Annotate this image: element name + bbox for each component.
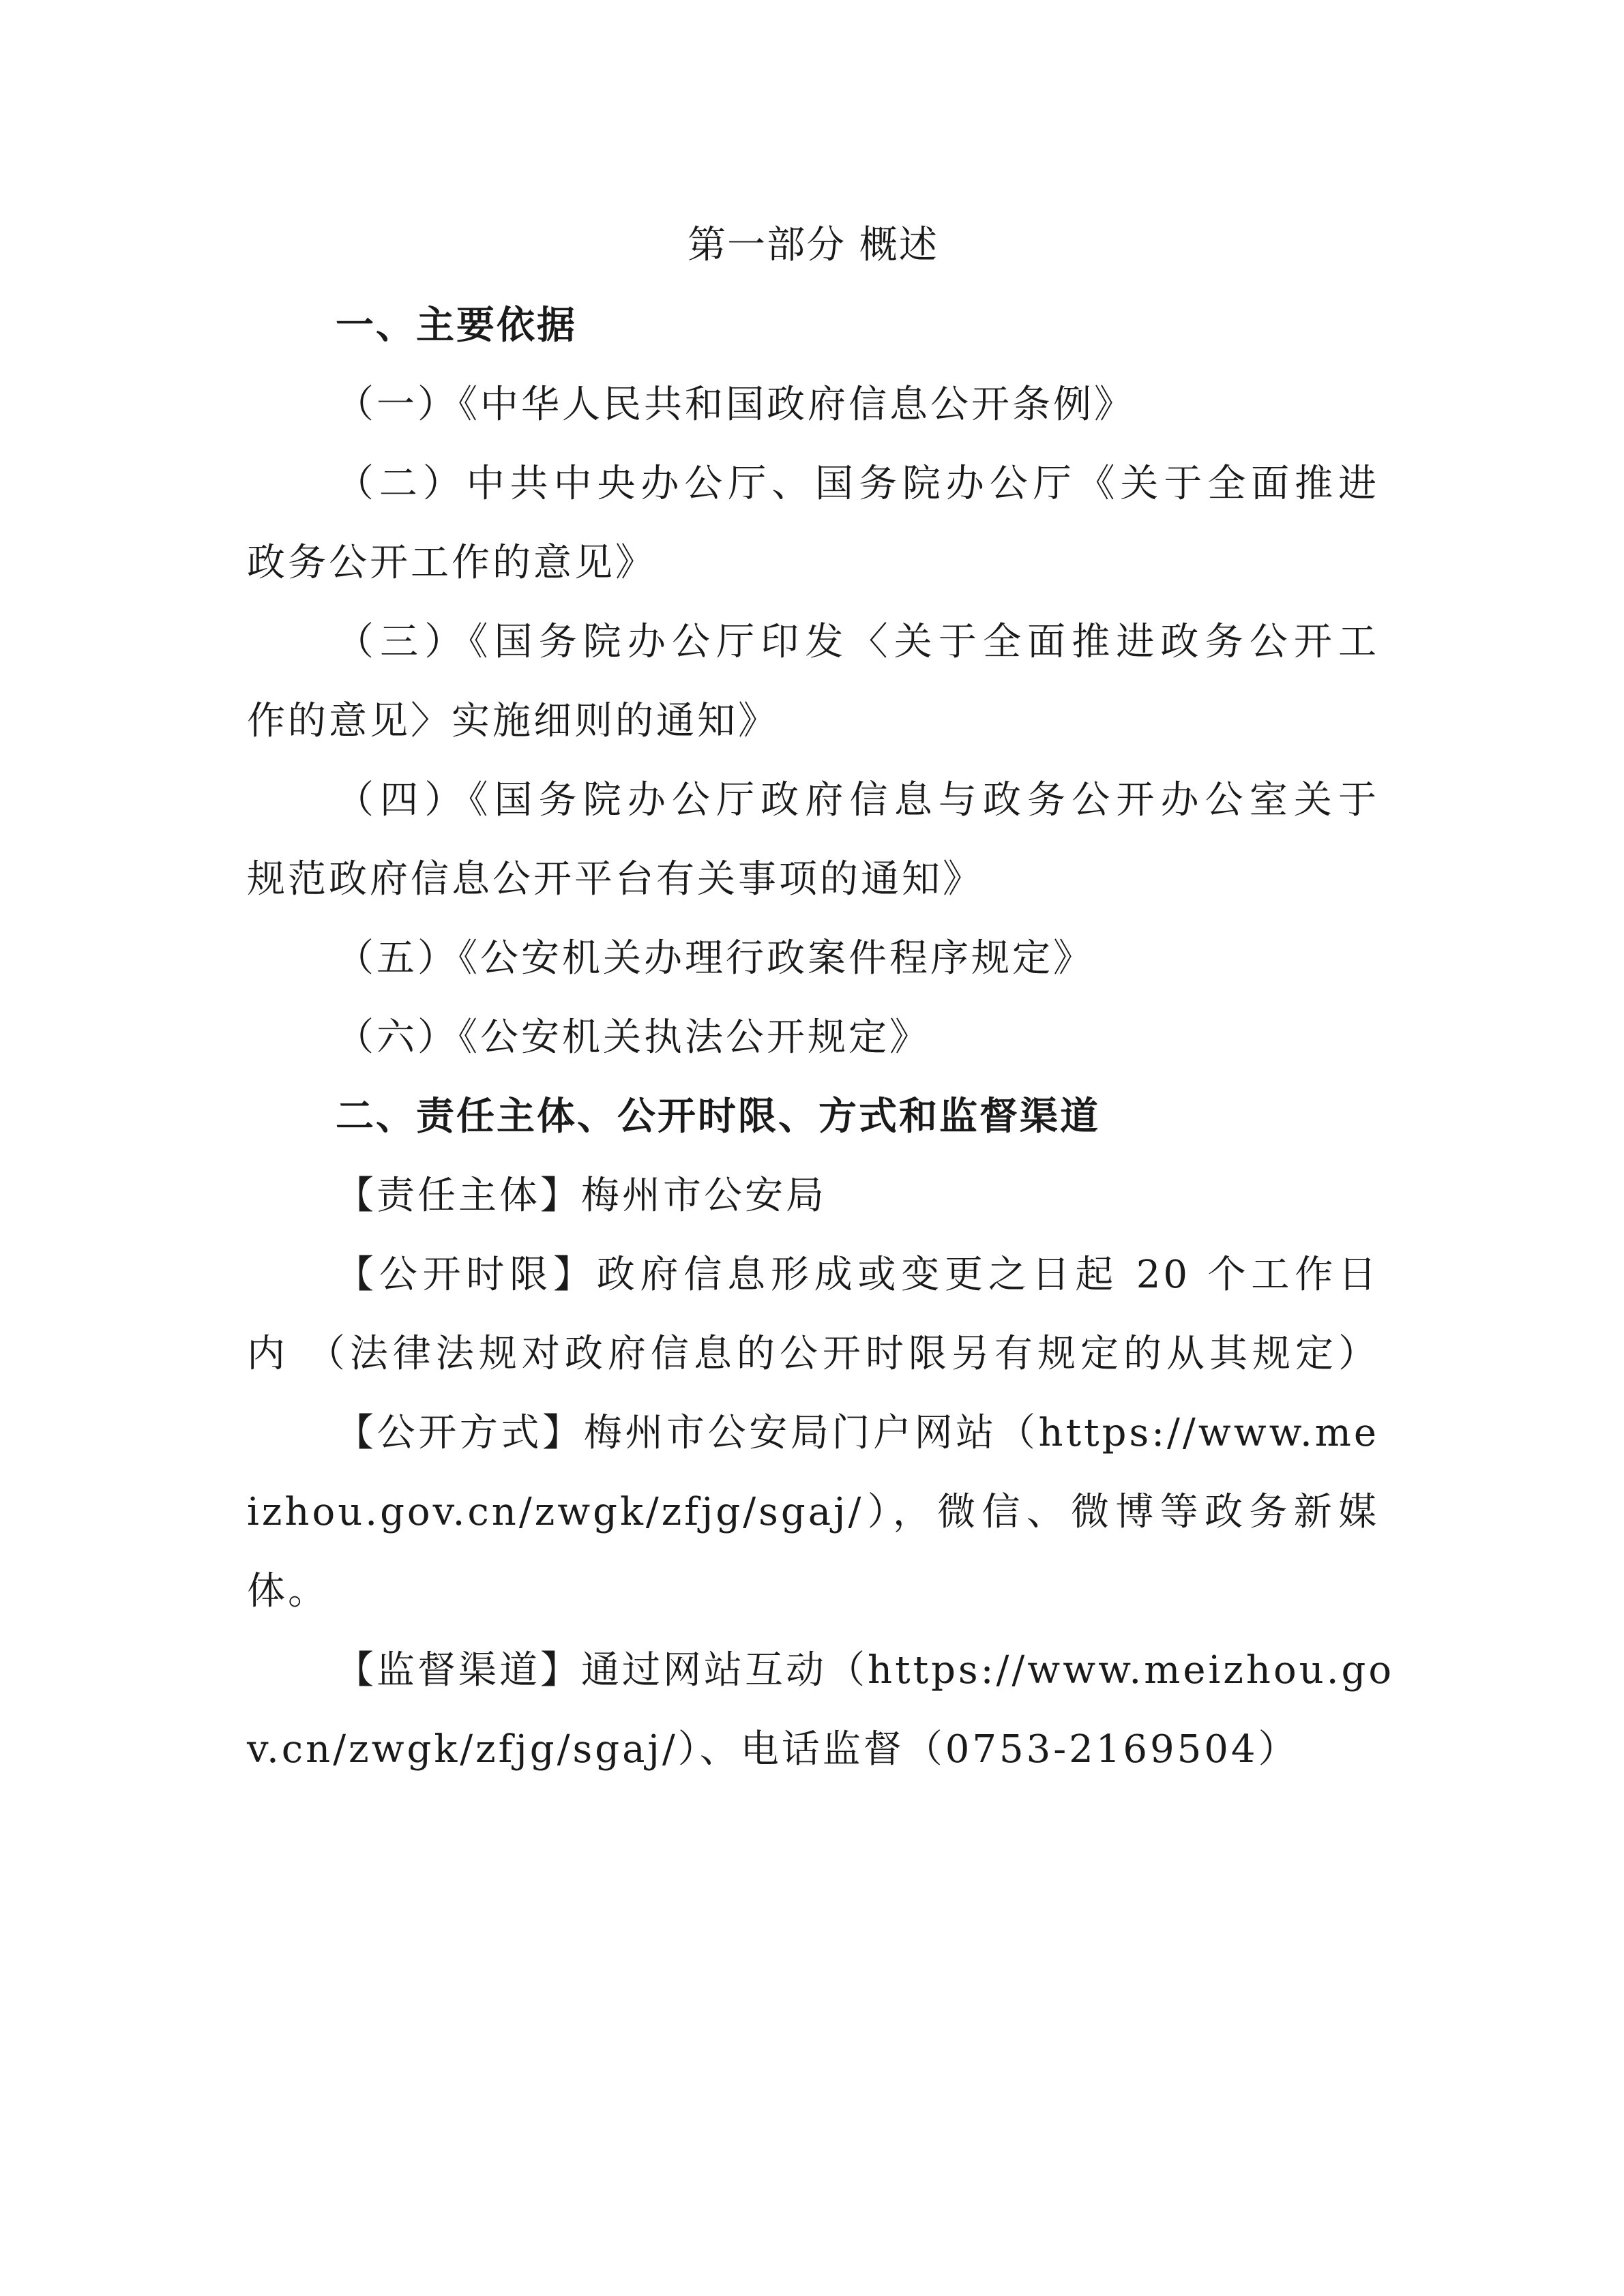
- supervision-channel-line-1: 【监督渠道】通过网站互动（https://www.meizhou.go: [336, 1648, 1395, 1693]
- disclosure-method-line-1: 【公开方式】梅州市公安局门户网站（https://www.me: [336, 1411, 1379, 1455]
- disclosure-method-line-3: 体。: [247, 1569, 329, 1613]
- time-limit-line-2: 内 （法律法规对政府信息的公开时限另有规定的从其规定）: [247, 1332, 1379, 1376]
- basis-item-4-line-2: 规范政府信息公开平台有关事项的通知》: [247, 857, 984, 901]
- basis-item-3-line-1: （三）《国务院办公厅印发〈关于全面推进政务公开工: [336, 620, 1379, 664]
- page-title: 第一部分 概述: [688, 223, 939, 267]
- document-body: [247, 205, 1395, 1789]
- basis-item-2-line-1: （二）中共中央办公厅、国务院办公厅《关于全面推进: [336, 462, 1379, 506]
- basis-item-3-line-2: 作的意见〉实施细则的通知》: [247, 699, 779, 743]
- disclosure-method-line-2: izhou.gov.cn/zwgk/zfjg/sgaj/），微信、微博等政务新媒: [247, 1490, 1379, 1534]
- time-limit-line-1: 【公开时限】政府信息形成或变更之日起 20 个工作日: [336, 1253, 1379, 1297]
- basis-item-5: （五）《公安机关办理行政案件程序规定》: [336, 936, 1094, 981]
- basis-item-6: （六）《公安机关执法公开规定》: [336, 1015, 930, 1060]
- basis-item-2-line-2: 政务公开工作的意见》: [247, 541, 656, 585]
- basis-item-4-line-1: （四）《国务院办公厅政府信息与政务公开办公室关于: [336, 778, 1379, 822]
- basis-item-1: （一）《中华人民共和国政府信息公开条例》: [336, 383, 1135, 427]
- section-heading-responsibility: 二、责任主体、公开时限、方式和监督渠道: [336, 1094, 1100, 1139]
- supervision-channel-line-2: v.cn/zwgk/zfjg/sgaj/）、电话监督（0753-2169504）: [247, 1727, 1299, 1772]
- section-heading-basis: 一、主要依据: [336, 303, 577, 348]
- responsible-subject: 【责任主体】梅州市公安局: [336, 1174, 827, 1218]
